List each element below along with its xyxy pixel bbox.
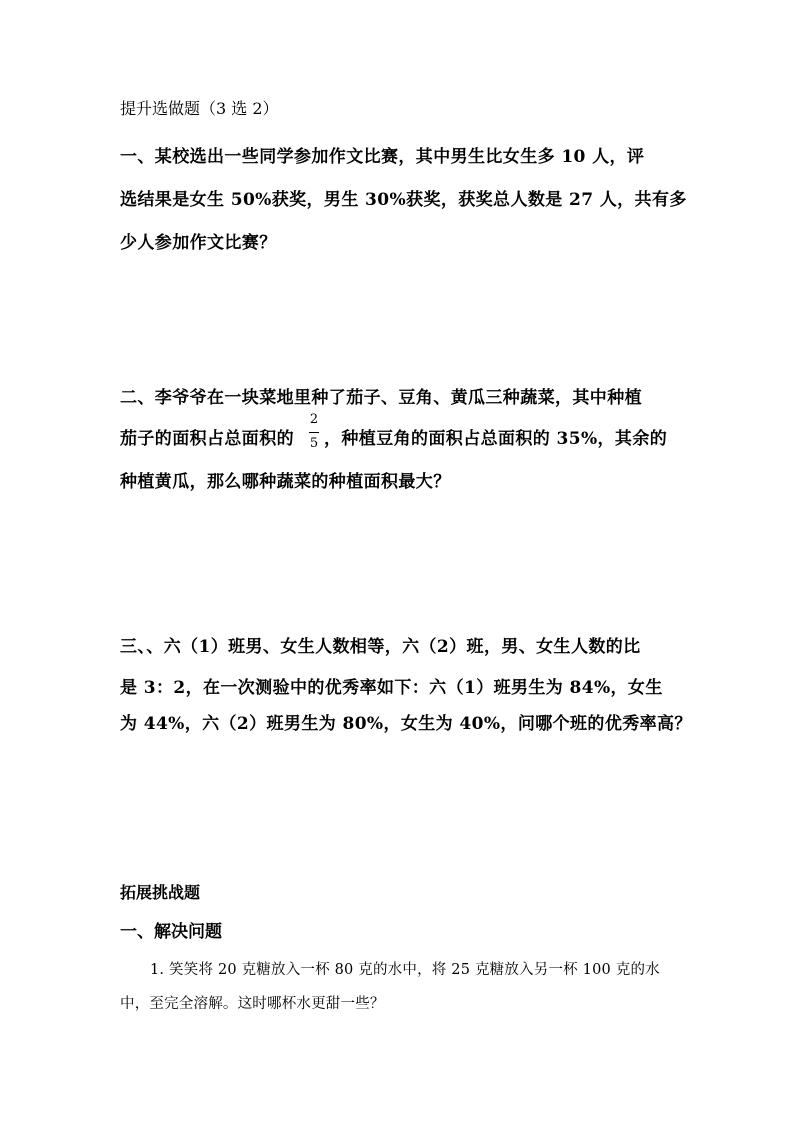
question-2-line-3: 种植黄瓜，那么哪种蔬菜的种植面积最大？ bbox=[120, 472, 451, 492]
problem-1-line-1: 1. 笑笑将 20 克糖放入一杯 80 克的水中，将 25 克糖放入另一杯 100 克的水 bbox=[150, 962, 660, 978]
question-1-line-2: 选结果是女生 50%获奖，男生 30%获奖，获奖总人数是 27 人，共有多 bbox=[120, 190, 687, 210]
question-2-line-2-after: ，种植豆角的面积占总面积的 35%，其余的 bbox=[324, 429, 668, 449]
fraction-two-fifths bbox=[308, 412, 320, 456]
question-2-line-1: 二、李爷爷在一块菜地里种了茄子、豆角、黄瓜三种蔬菜，其中种植 bbox=[120, 388, 642, 408]
question-3-line-1: 三、、六（1）班男、女生人数相等，六（2）班，男、女生人数的比 bbox=[120, 637, 641, 657]
question-1-line-3: 少人参加作文比赛？ bbox=[120, 233, 277, 253]
problem-1-line-2: 中，至完全溶解。这时哪杯水更甜一些？ bbox=[120, 996, 385, 1012]
question-1-line-1: 一、某校选出一些同学参加作文比赛，其中男生比女生多 10 人，评 bbox=[120, 147, 645, 167]
question-3-line-3: 为 44%，六（2）班男生为 80%，女生为 40%，问哪个班的优秀率高？ bbox=[120, 714, 692, 734]
fraction-denominator: 5 bbox=[309, 436, 319, 451]
section-subheading-solve: 一、解决问题 bbox=[120, 922, 222, 942]
question-2-line-2-before: 茄子的面积占总面积的 bbox=[120, 429, 294, 449]
fraction-bar bbox=[309, 432, 319, 433]
question-3-line-2: 是 3：2，在一次测验中的优秀率如下：六（1）班男生为 84%，女生 bbox=[120, 678, 663, 698]
section-heading-challenge: 拓展挑战题 bbox=[120, 883, 201, 902]
section-heading-optional: 提升选做题（3 选 2） bbox=[120, 99, 279, 118]
fraction-numerator: 2 bbox=[309, 412, 319, 427]
